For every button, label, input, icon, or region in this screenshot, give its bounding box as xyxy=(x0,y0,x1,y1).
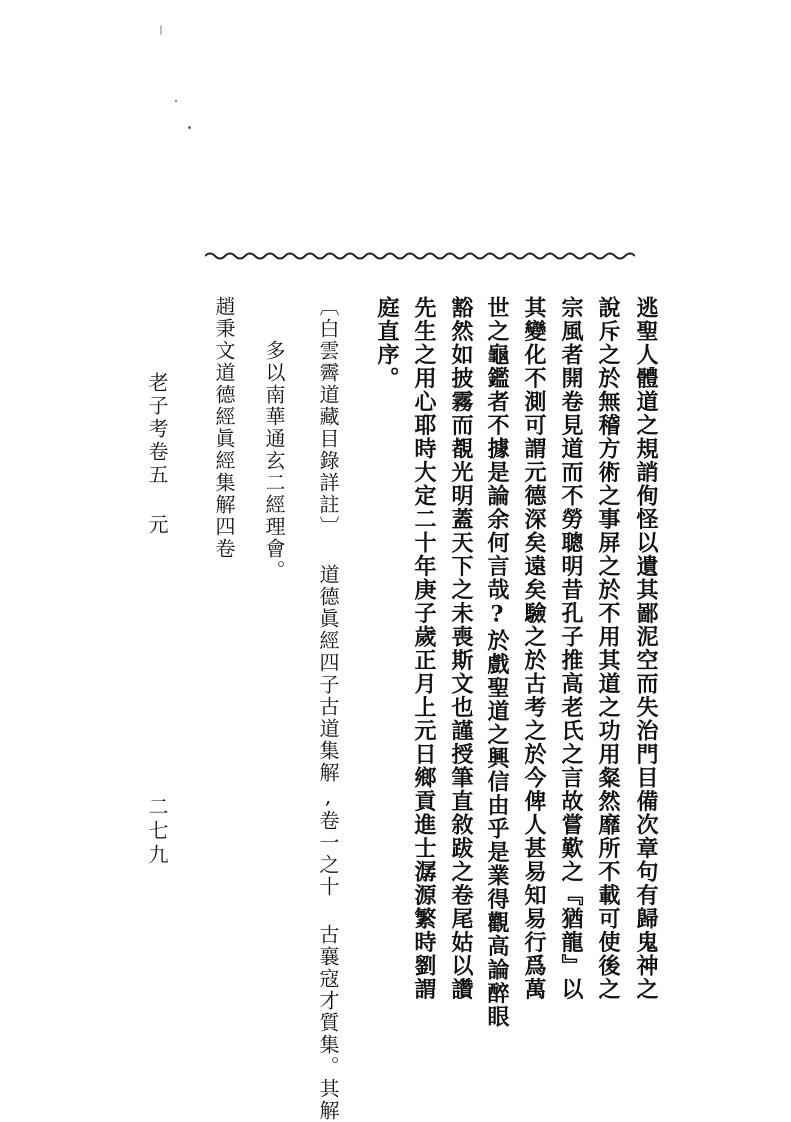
text-column-1: 逃聖人體道之規誚侚怪以遺其鄙泥空而失治門目備次章句有歸鬼神之 xyxy=(633,296,659,1001)
text-column-3: 宗風者開卷見道而不勞聰明昔孔子推高老氏之言故嘗歎之『猶龍』以 xyxy=(558,296,584,1001)
text-column-2: 說斥之於無稽方術之事屏之於不用其道之功用粲然靡所不載可使後之 xyxy=(595,296,621,1001)
text-column-10: 多以南華通玄二經理會。 xyxy=(262,340,286,582)
scan-speck xyxy=(188,126,191,129)
scan-speck xyxy=(160,25,162,35)
running-footer: 老子考卷五 元 xyxy=(145,372,169,537)
text-column-11: 趙秉文道德經眞經集解四卷 xyxy=(212,296,236,560)
text-column-6: 豁然如披霧而覩光明蓋天下之未喪斯文也謹授筆直敘跋之卷尾姑以讚 xyxy=(448,296,474,1001)
wavy-divider xyxy=(205,248,635,264)
text-column-7: 先生之用心耶時大定二十年庚子歲正月上元日鄉貢進士潺源繁時劉謂 xyxy=(411,296,437,1001)
page-number: 二七九 xyxy=(145,796,169,868)
text-column-5: 世之龜鑑者不據是論余何言哉?於戲聖道之興信由乎是業得觀高論醉眼 xyxy=(484,296,510,1029)
text-column-8: 庭直序。 xyxy=(374,296,400,390)
text-column-4: 其變化不測可謂元德深矣遠矣驗之於古考之於今俾人甚易知易行爲萬 xyxy=(521,296,547,1001)
text-column-9: 〔白雲霽道藏目錄詳註〕 道德眞經四子古道集解,卷一之十 古襄寇才質集。其解 xyxy=(316,296,340,1122)
scan-speck xyxy=(175,100,177,102)
